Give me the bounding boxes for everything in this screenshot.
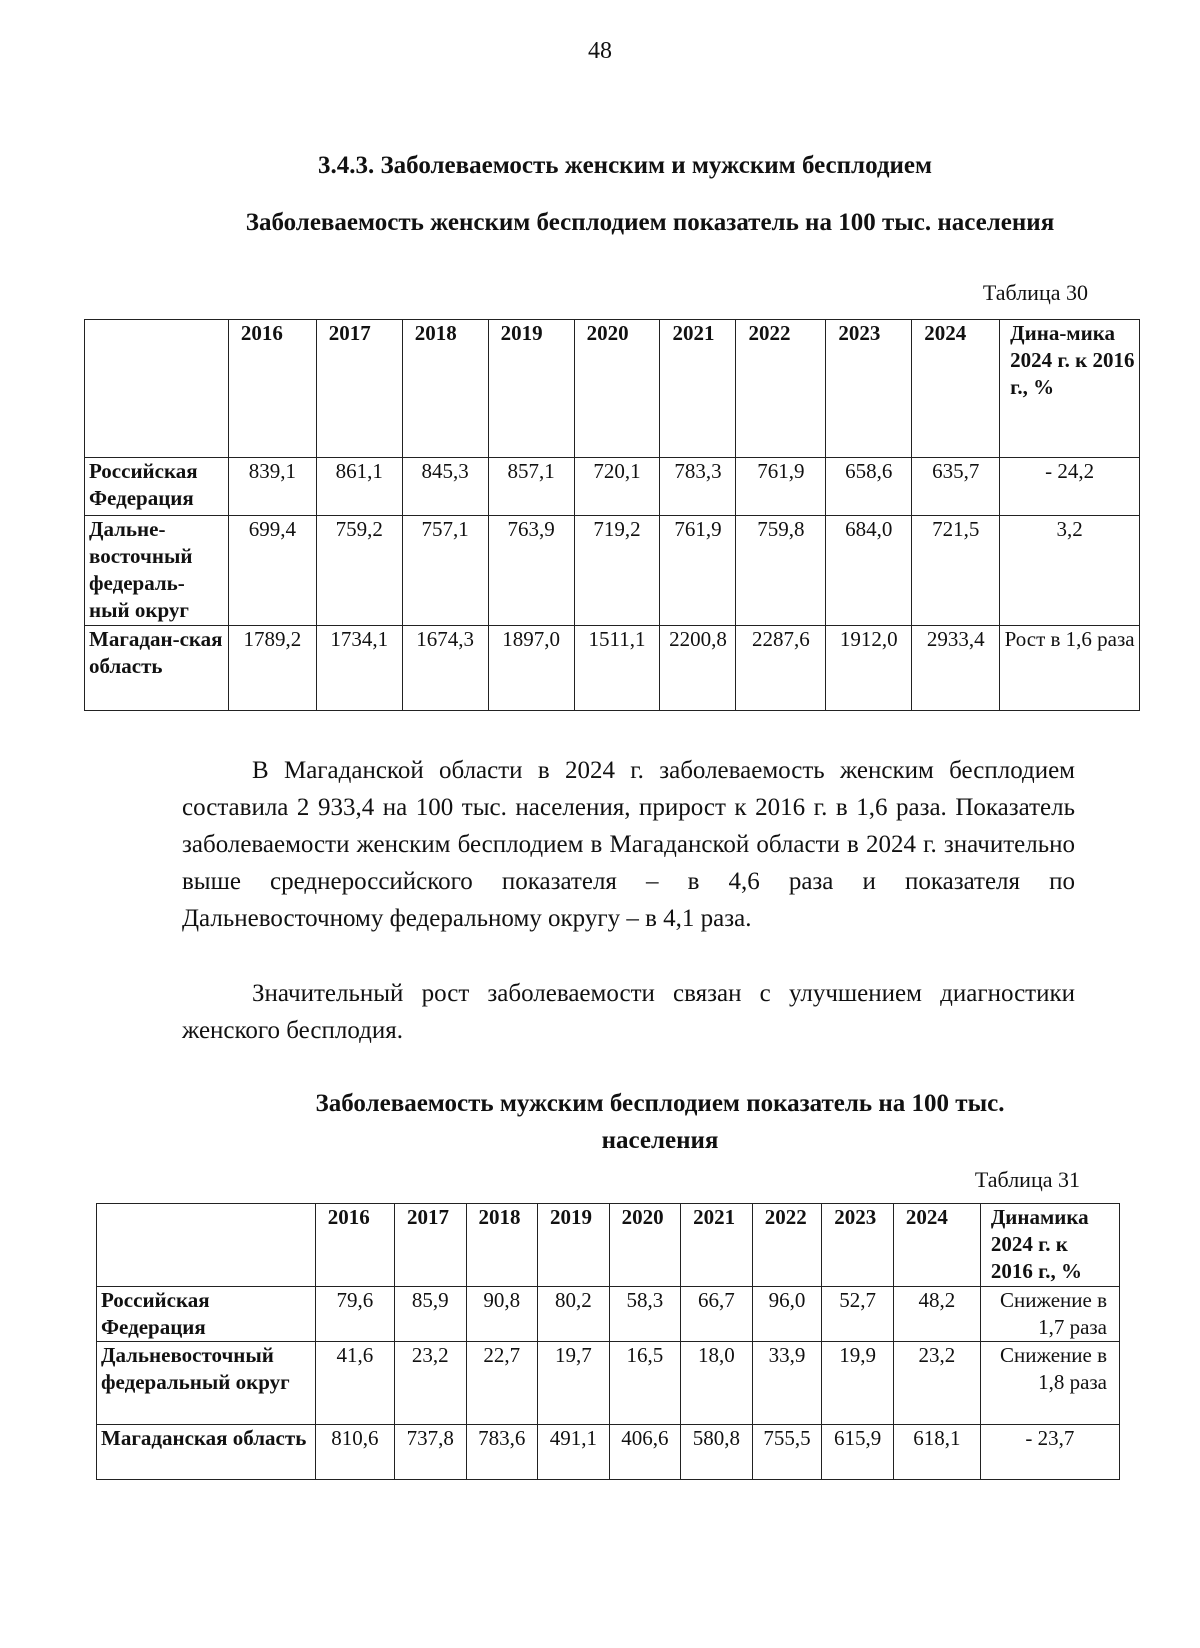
- year-header: 2020: [574, 320, 660, 458]
- page-number: 48: [588, 38, 612, 64]
- table-row: [85, 458, 1140, 516]
- value-cell: 79,6: [315, 1287, 394, 1342]
- row-label: Дальневосточный федеральный округ: [97, 1342, 316, 1425]
- value-cell: 406,6: [609, 1425, 681, 1480]
- value-cell: 19,7: [538, 1342, 610, 1425]
- value-cell: 18,0: [681, 1342, 753, 1425]
- value-cell: 839,1: [228, 458, 316, 516]
- table-31-label: Таблица 31: [974, 1167, 1080, 1192]
- year-header: 2024: [893, 1204, 980, 1287]
- value-cell: 491,1: [538, 1425, 610, 1480]
- value-cell: 684,0: [826, 516, 912, 626]
- value-cell: 1789,2: [228, 626, 316, 711]
- value-cell: 720,1: [574, 458, 660, 516]
- dynamics-cell: Снижение в 1,7 раза: [980, 1287, 1119, 1342]
- value-cell: 755,5: [752, 1425, 822, 1480]
- value-cell: 757,1: [402, 516, 488, 626]
- dynamics-cell: Рост в 1,6 раза: [1000, 626, 1140, 711]
- table-30-title: Заболеваемость женским бесплодием показатель на 100 тыс. населения: [245, 209, 1055, 236]
- year-header: 2021: [660, 320, 736, 458]
- table-30: [84, 319, 1140, 711]
- year-header: 2019: [538, 1204, 610, 1287]
- value-cell: 23,2: [394, 1342, 466, 1425]
- value-cell: 580,8: [681, 1425, 753, 1480]
- year-header: 2022: [736, 320, 826, 458]
- year-header: 2017: [316, 320, 402, 458]
- value-cell: 615,9: [822, 1425, 894, 1480]
- table-header-row: [97, 1204, 1120, 1287]
- header-empty-cell: [85, 320, 229, 458]
- table-row: [97, 1287, 1120, 1342]
- dynamics-cell: Снижение в 1,8 раза: [980, 1342, 1119, 1425]
- value-cell: 759,8: [736, 516, 826, 626]
- value-cell: 2200,8: [660, 626, 736, 711]
- value-cell: 721,5: [912, 516, 1000, 626]
- value-cell: 41,6: [315, 1342, 394, 1425]
- value-cell: 33,9: [752, 1342, 822, 1425]
- body-paragraph: В Магаданской области в 2024 г. заболеваемость женским бесплодием составила 2 933,4 на 100 тыс. населения, прирост к 2016 г. в 1,6 раза. Показатель заболеваемости женским бесплодием в Магаданской области в 2024 г. значительно выше среднероссийского показателя – в 4,6 раза и показателя по Дальневосточному федеральному округу – в 4,1 раза.: [182, 757, 1075, 932]
- value-cell: 52,7: [822, 1287, 894, 1342]
- table-header-row: [85, 320, 1140, 458]
- value-cell: 699,4: [228, 516, 316, 626]
- dynamics-cell: - 24,2: [1000, 458, 1140, 516]
- value-cell: 635,7: [912, 458, 1000, 516]
- table-31-title: Заболеваемость мужским бесплодием показатель на 100 тыс. населения: [315, 1090, 1005, 1154]
- value-cell: 85,9: [394, 1287, 466, 1342]
- dynamics-cell: - 23,7: [980, 1425, 1119, 1480]
- value-cell: 761,9: [660, 516, 736, 626]
- table-row: [85, 516, 1140, 626]
- value-cell: 48,2: [893, 1287, 980, 1342]
- dynamics-header: Динамика 2024 г. к 2016 г., %: [980, 1204, 1119, 1287]
- table-31: [96, 1203, 1120, 1480]
- year-header: 2017: [394, 1204, 466, 1287]
- year-header: 2024: [912, 320, 1000, 458]
- value-cell: 1912,0: [826, 626, 912, 711]
- value-cell: 19,9: [822, 1342, 894, 1425]
- year-header: 2018: [466, 1204, 538, 1287]
- value-cell: 23,2: [893, 1342, 980, 1425]
- value-cell: 719,2: [574, 516, 660, 626]
- value-cell: 96,0: [752, 1287, 822, 1342]
- year-header: 2023: [822, 1204, 894, 1287]
- value-cell: 759,2: [316, 516, 402, 626]
- value-cell: 58,3: [609, 1287, 681, 1342]
- year-header: 2023: [826, 320, 912, 458]
- value-cell: 783,3: [660, 458, 736, 516]
- value-cell: 90,8: [466, 1287, 538, 1342]
- year-header: 2020: [609, 1204, 681, 1287]
- value-cell: 810,6: [315, 1425, 394, 1480]
- row-label: Российская Федерация: [97, 1287, 316, 1342]
- value-cell: 857,1: [488, 458, 574, 516]
- value-cell: 2933,4: [912, 626, 1000, 711]
- value-cell: 761,9: [736, 458, 826, 516]
- value-cell: 861,1: [316, 458, 402, 516]
- value-cell: 66,7: [681, 1287, 753, 1342]
- year-header: 2019: [488, 320, 574, 458]
- dynamics-header: Дина-мика 2024 г. к 2016 г., %: [1000, 320, 1140, 458]
- dynamics-cell: 3,2: [1000, 516, 1140, 626]
- value-cell: 763,9: [488, 516, 574, 626]
- value-cell: 22,7: [466, 1342, 538, 1425]
- table-row: [85, 626, 1140, 711]
- value-cell: 1897,0: [488, 626, 574, 711]
- row-label: Магаданская область: [97, 1425, 316, 1480]
- year-header: 2016: [228, 320, 316, 458]
- row-label: Российская Федерация: [85, 458, 229, 516]
- section-heading: 3.4.3. Заболеваемость женским и мужским бесплодием: [317, 152, 933, 179]
- value-cell: 845,3: [402, 458, 488, 516]
- value-cell: 783,6: [466, 1425, 538, 1480]
- value-cell: 80,2: [538, 1287, 610, 1342]
- table-30-label: Таблица 30: [982, 280, 1088, 305]
- row-label: Магадан-ская область: [85, 626, 229, 711]
- year-header: 2016: [315, 1204, 394, 1287]
- value-cell: 737,8: [394, 1425, 466, 1480]
- year-header: 2022: [752, 1204, 822, 1287]
- year-header: 2021: [681, 1204, 753, 1287]
- value-cell: 2287,6: [736, 626, 826, 711]
- table-row: [97, 1425, 1120, 1480]
- value-cell: 1674,3: [402, 626, 488, 711]
- value-cell: 1511,1: [574, 626, 660, 711]
- table-row: [97, 1342, 1120, 1425]
- body-paragraph: Значительный рост заболеваемости связан с улучшением диагностики женского бесплодия.: [182, 980, 1075, 1044]
- value-cell: 1734,1: [316, 626, 402, 711]
- row-label: Дальне-восточный федераль-ный округ: [85, 516, 229, 626]
- header-empty-cell: [97, 1204, 316, 1287]
- value-cell: 658,6: [826, 458, 912, 516]
- value-cell: 618,1: [893, 1425, 980, 1480]
- value-cell: 16,5: [609, 1342, 681, 1425]
- year-header: 2018: [402, 320, 488, 458]
